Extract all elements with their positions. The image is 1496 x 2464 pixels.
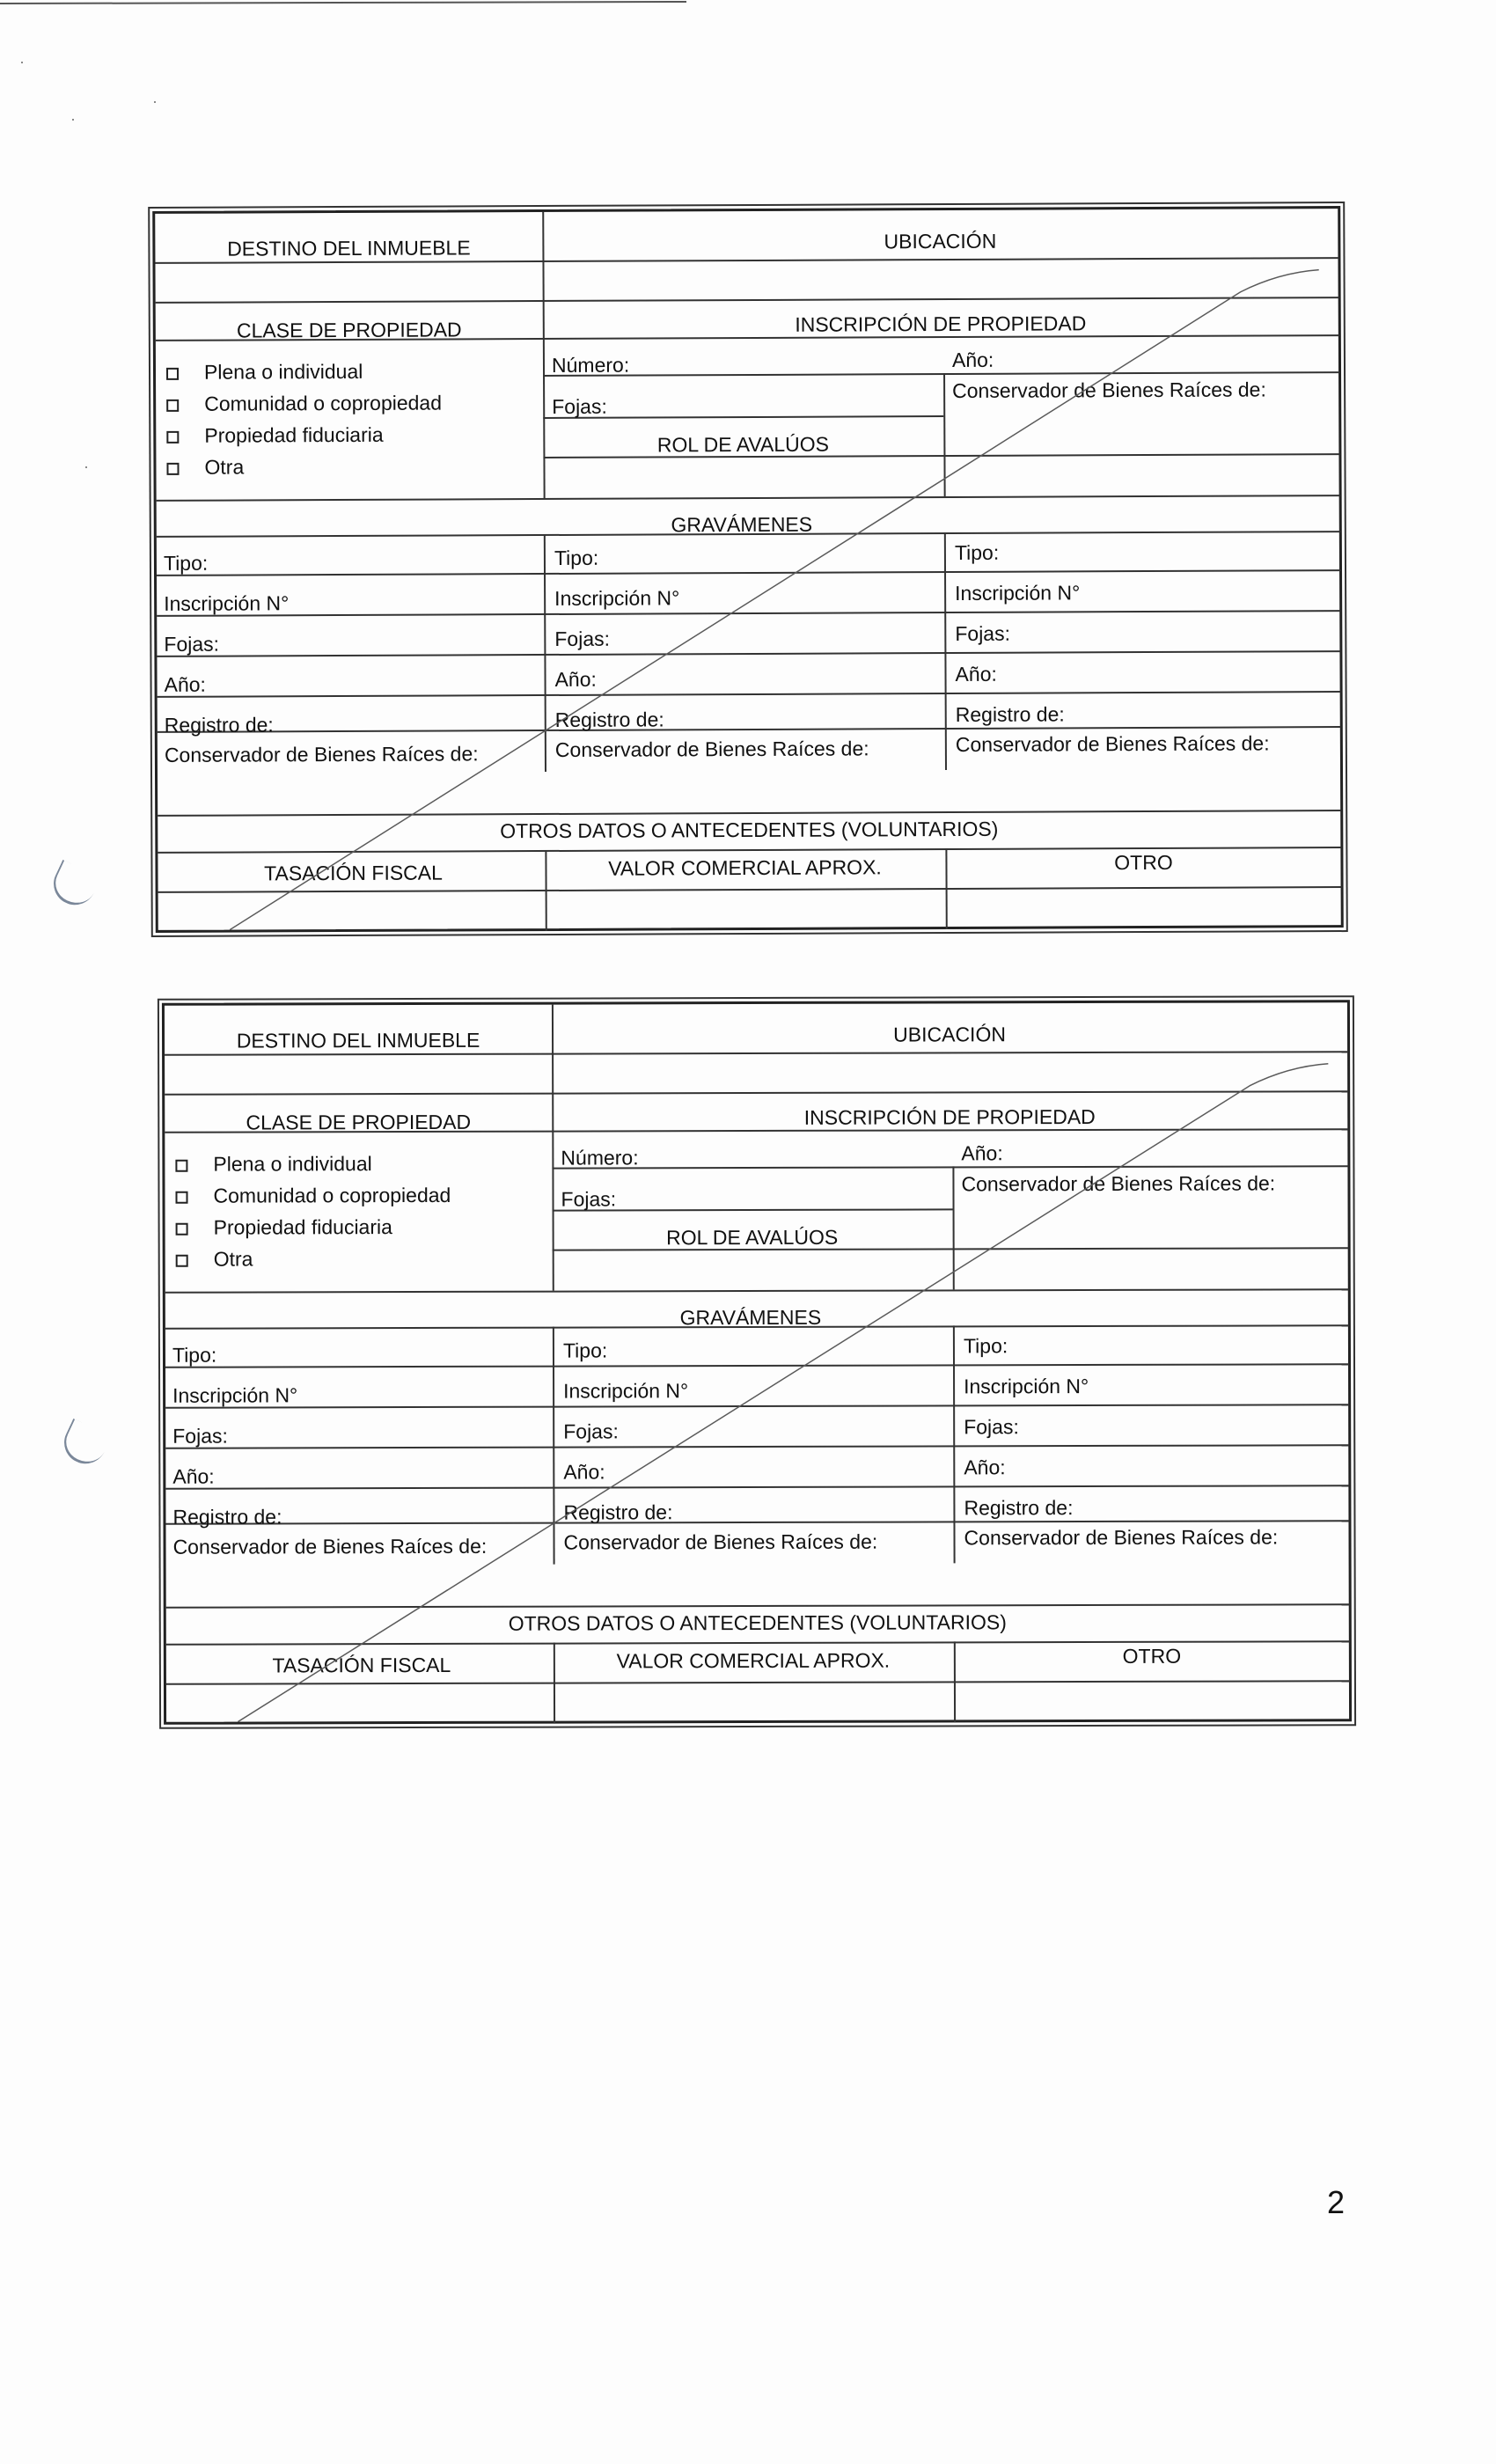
anio-label: Año: xyxy=(563,1460,605,1484)
anio-label: Año: xyxy=(964,1456,1006,1479)
anio-label: Año: xyxy=(961,1141,1003,1165)
table-rule xyxy=(552,1005,554,1291)
fojas-label: Fojas: xyxy=(554,627,611,650)
inscripcion-header: INSCRIPCIÓN DE PROPIEDAD xyxy=(795,312,1087,336)
gravamenes-header: GRAVÁMENES xyxy=(671,512,813,537)
table-rule xyxy=(157,569,1340,576)
page-number: 2 xyxy=(1327,2184,1346,2220)
fojas-label: Fojas: xyxy=(964,1415,1019,1439)
checkbox[interactable] xyxy=(176,1223,188,1236)
fojas-label: Fojas: xyxy=(955,621,1011,645)
registro-label: Registro de: xyxy=(164,713,274,737)
table-rule xyxy=(165,1520,1349,1525)
registro-label: Registro de: xyxy=(554,708,664,731)
table-rule xyxy=(158,886,1342,893)
conservador-label: Conservador de Bienes Raíces de: xyxy=(172,1534,488,1558)
inscripcion-n-label: Inscripción N° xyxy=(563,1379,689,1403)
punch-hole-mark xyxy=(57,1419,112,1470)
table-rule xyxy=(165,1288,1349,1294)
property-form xyxy=(162,1000,1352,1725)
otro-label: OTRO xyxy=(1122,1644,1182,1668)
table-rule xyxy=(543,371,1339,377)
table-rule xyxy=(952,1166,954,1289)
registro-label: Registro de: xyxy=(964,1496,1074,1520)
table-rule xyxy=(157,495,1340,502)
anio-label: Año: xyxy=(164,672,206,696)
ubicacion-header: UBICACIÓN xyxy=(884,229,997,253)
punch-hole-mark xyxy=(47,860,101,912)
conservador-label: Conservador de Bienes Raíces de: xyxy=(964,1525,1279,1550)
rol-header: ROL DE AVALÚOS xyxy=(666,1225,839,1250)
fojas-label: Fojas: xyxy=(172,1424,228,1448)
ubicacion-header: UBICACIÓN xyxy=(893,1023,1006,1046)
inscripcion-n-label: Inscripción N° xyxy=(164,591,290,615)
inscripcion-n-label: Inscripción N° xyxy=(955,581,1081,605)
checkbox[interactable] xyxy=(176,1255,188,1267)
registro-label: Registro de: xyxy=(955,702,1065,726)
top-edge-line xyxy=(0,1,686,4)
table-rule xyxy=(165,1090,1348,1096)
anio-label: Año: xyxy=(172,1464,215,1488)
scan-speck: · xyxy=(152,92,158,110)
table-rule xyxy=(157,610,1340,617)
clase-header: CLASE DE PROPIEDAD xyxy=(246,1110,472,1134)
table-rule xyxy=(545,850,546,931)
conservador-label: Conservador de Bienes Raíces de: xyxy=(952,378,1266,402)
inscripcion-header: INSCRIPCIÓN DE PROPIEDAD xyxy=(803,1104,1096,1129)
otro-label: OTRO xyxy=(1114,850,1173,875)
anio-label: Año: xyxy=(554,667,597,691)
tipo-label: Tipo: xyxy=(554,546,599,569)
checkbox[interactable] xyxy=(175,1192,187,1204)
table-rule xyxy=(166,1680,1350,1685)
rol-header: ROL DE AVALÚOS xyxy=(656,432,830,457)
table-rule xyxy=(554,1643,555,1724)
scan-speck: · xyxy=(84,458,89,475)
checkbox[interactable] xyxy=(166,368,179,380)
clase-header: CLASE DE PROPIEDAD xyxy=(236,318,462,342)
fojas-label: Fojas: xyxy=(563,1419,619,1443)
tasacion-label: TASACIÓN FISCAL xyxy=(264,861,443,885)
fojas-label: Fojas: xyxy=(561,1187,617,1211)
clase-option: Plena o individual xyxy=(213,1152,372,1176)
tipo-label: Tipo: xyxy=(163,551,209,575)
table-rule xyxy=(157,650,1340,657)
clase-option: Propiedad fiduciaria xyxy=(204,422,384,447)
clase-option: Plena o individual xyxy=(203,359,363,384)
table-rule xyxy=(953,1325,956,1563)
table-rule xyxy=(158,810,1341,817)
anio-label: Año: xyxy=(955,662,997,686)
conservador-label: Conservador de Bienes Raíces de: xyxy=(955,731,1270,756)
table-rule xyxy=(553,1327,555,1565)
clase-option: Otra xyxy=(204,455,245,479)
tipo-label: Tipo: xyxy=(172,1343,217,1367)
registro-label: Registro de: xyxy=(563,1500,673,1524)
clase-option: Comunidad o copropiedad xyxy=(213,1183,451,1207)
fojas-label: Fojas: xyxy=(164,632,220,656)
numero-label: Número: xyxy=(551,353,630,377)
table-rule xyxy=(542,212,545,498)
table-rule xyxy=(552,1165,1348,1169)
registro-label: Registro de: xyxy=(172,1505,282,1529)
gravamenes-header: GRAVÁMENES xyxy=(679,1305,822,1330)
table-rule xyxy=(165,1363,1349,1368)
conservador-label: Conservador de Bienes Raíces de: xyxy=(563,1529,878,1554)
checkbox[interactable] xyxy=(166,463,179,475)
tipo-label: Tipo: xyxy=(562,1338,608,1362)
table-rule xyxy=(165,1404,1349,1409)
table-rule xyxy=(158,691,1341,698)
property-form xyxy=(152,206,1344,933)
table-rule xyxy=(165,1485,1349,1490)
valor-label: VALOR COMERCIAL APROX. xyxy=(608,855,882,880)
clase-option: Otra xyxy=(213,1247,253,1271)
table-rule xyxy=(943,373,946,496)
table-rule xyxy=(954,1641,956,1722)
valor-label: VALOR COMERCIAL APROX. xyxy=(616,1648,891,1673)
inscripcion-n-label: Inscripción N° xyxy=(964,1375,1089,1398)
numero-label: Número: xyxy=(561,1146,639,1170)
scan-speck: · xyxy=(19,53,25,70)
table-rule xyxy=(165,1444,1349,1449)
tasacion-label: TASACIÓN FISCAL xyxy=(272,1653,451,1677)
destino-header: DESTINO DEL INMUEBLE xyxy=(227,236,471,260)
conservador-label: Conservador de Bienes Raíces de: xyxy=(164,742,479,766)
scan-speck: · xyxy=(70,110,76,128)
clase-option: Propiedad fiduciaria xyxy=(213,1215,392,1239)
conservador-label: Conservador de Bienes Raíces de: xyxy=(554,737,869,761)
checkbox[interactable] xyxy=(166,431,179,444)
anio-label: Año: xyxy=(951,348,994,371)
conservador-label: Conservador de Bienes Raíces de: xyxy=(961,1171,1276,1196)
destino-header: DESTINO DEL INMUEBLE xyxy=(236,1028,480,1052)
table-rule xyxy=(945,848,947,929)
otros-header: OTROS DATOS O ANTECEDENTES (VOLUNTARIOS) xyxy=(508,1610,1007,1635)
fojas-label: Fojas: xyxy=(552,394,607,418)
table-rule xyxy=(166,1603,1350,1609)
table-rule xyxy=(156,297,1339,304)
inscripcion-n-label: Inscripción N° xyxy=(172,1383,298,1407)
tipo-label: Tipo: xyxy=(954,540,1000,564)
clase-option: Comunidad o copropiedad xyxy=(204,391,443,415)
tipo-label: Tipo: xyxy=(963,1334,1008,1358)
checkbox[interactable] xyxy=(175,1160,187,1172)
inscripcion-n-label: Inscripción N° xyxy=(554,586,680,610)
checkbox[interactable] xyxy=(166,400,179,412)
otros-header: OTROS DATOS O ANTECEDENTES (VOLUNTARIOS) xyxy=(500,817,999,843)
